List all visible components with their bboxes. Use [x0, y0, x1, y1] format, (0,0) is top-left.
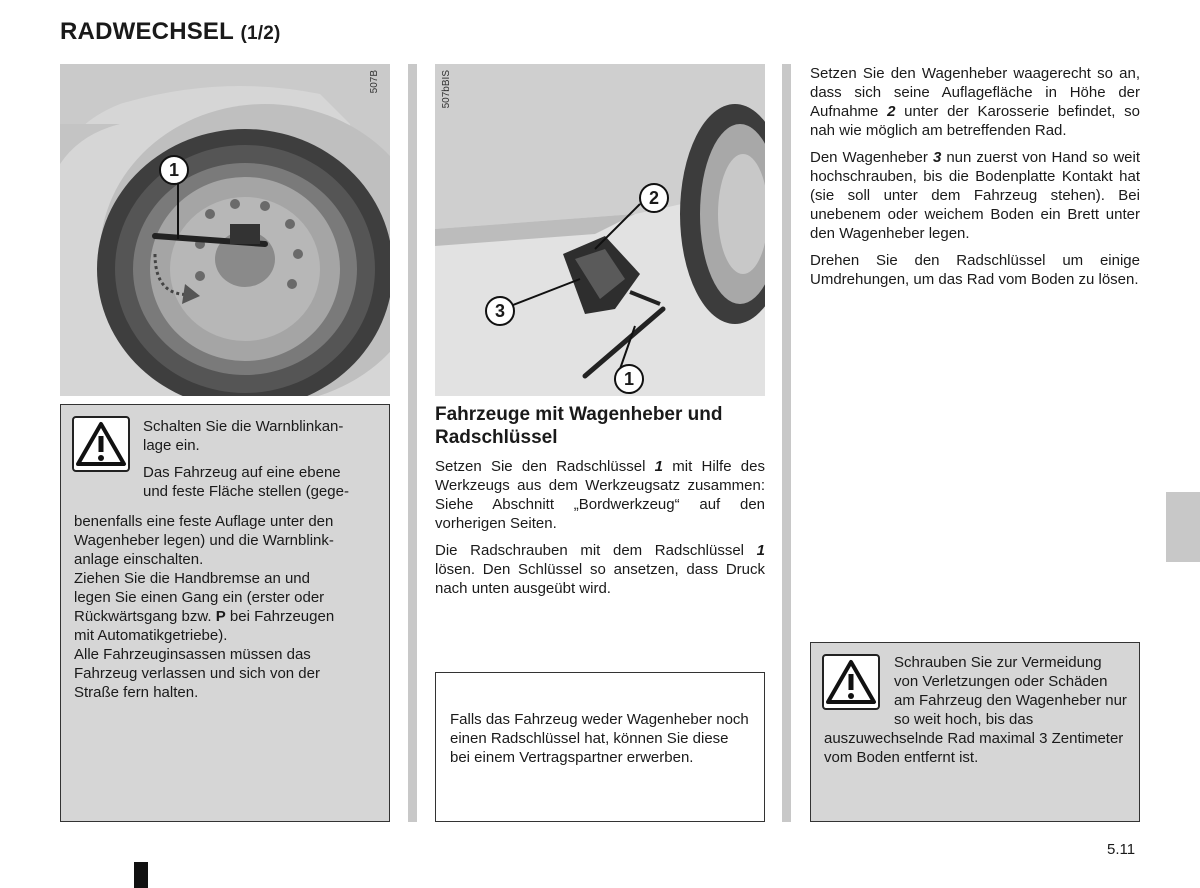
warning-right-text: Schrauben Sie zur Vermeidung von Verletzungen oder Schäden am Fahrzeug den Wagenheber nur so weit hoch, bis das auszuwechselnde Rad maximal 3 Zentimeter vom Boden entfernt ist. — [824, 654, 1127, 766]
column-separator-left — [408, 64, 417, 822]
figure-ref-left: 507B — [369, 70, 380, 94]
section-heading: Fahrzeuge mit Wagenheber und Radschlüssel — [435, 404, 723, 448]
middle-text: Setzen Sie den Radschlüssel 1 mit Hilfe des Werkzeugs aus dem Werkzeugsatz zusammen: Siehe Abschnitt „Bordwerkzeug“ auf den vorherigen Seiten. Die Radschrauben mit dem Radschlüssel 1 lösen. Den Schlüssel so ansetzen, dass Druck nach unten ausgeübt wird. — [435, 458, 765, 597]
warning-box-right — [810, 642, 1140, 822]
wheel-illustration — [60, 64, 390, 396]
page-title: RADWECHSEL (1/2) — [60, 18, 281, 45]
edge-marker — [134, 862, 148, 888]
warning-triangle-icon — [72, 416, 130, 472]
callout-2: 2 — [639, 183, 669, 213]
figure-ref-middle: 507bBIS — [441, 70, 452, 109]
jack-illustration — [435, 64, 765, 396]
column-separator-right — [782, 64, 791, 822]
callout-1: 1 — [159, 155, 189, 185]
page-number: 5.11 — [1107, 841, 1136, 858]
section-tab — [1166, 492, 1200, 562]
warning-box-left — [60, 404, 390, 822]
note-box — [435, 672, 765, 822]
callout-1-middle: 1 — [614, 364, 644, 394]
warning-left-body: benenfalls eine feste Auflage unter den Wagenheber legen) und die Warnblink- anlage einschalten. Ziehen Sie die Handbremse an und legen Sie einen Gang ein (erster oder Rückwärtsgang bzw. P bei Fahrzeugen mit Automatikgetriebe). Alle Fahrzeuginsassen müssen das Fahrzeug verlassen und sich von der Straße fern halten. — [74, 513, 335, 701]
note-text: Falls das Fahrzeug weder Wagenheber noch einen Radschlüssel hat, können Sie diese bei einem Vertragspartner erwerben. — [450, 711, 749, 766]
warning-left-intro: Schalten Sie die Warnblinkan- lage ein. Das Fahrzeug auf eine ebene und feste Fläche stellen (gege- — [143, 418, 349, 500]
right-text: Setzen Sie den Wagenheber waagerecht so an, dass sich seine Auflagefläche in Höhe der Aufnahme 2 unter der Karosserie befindet, so nah wie möglich am betreffenden Rad. Den Wagenheber 3 nun zuerst von Hand so weit hochschrauben, bis die Bodenplatte Kontakt hat (sie soll unter dem Fahrzeug stehen). Bei unebenem oder weichem Boden ein Brett unter den Wagenheber legen. Drehen Sie den Radschlüssel um einige Umdrehungen, um das Rad vom Boden zu lösen. — [810, 65, 1141, 288]
callout-3: 3 — [485, 296, 515, 326]
